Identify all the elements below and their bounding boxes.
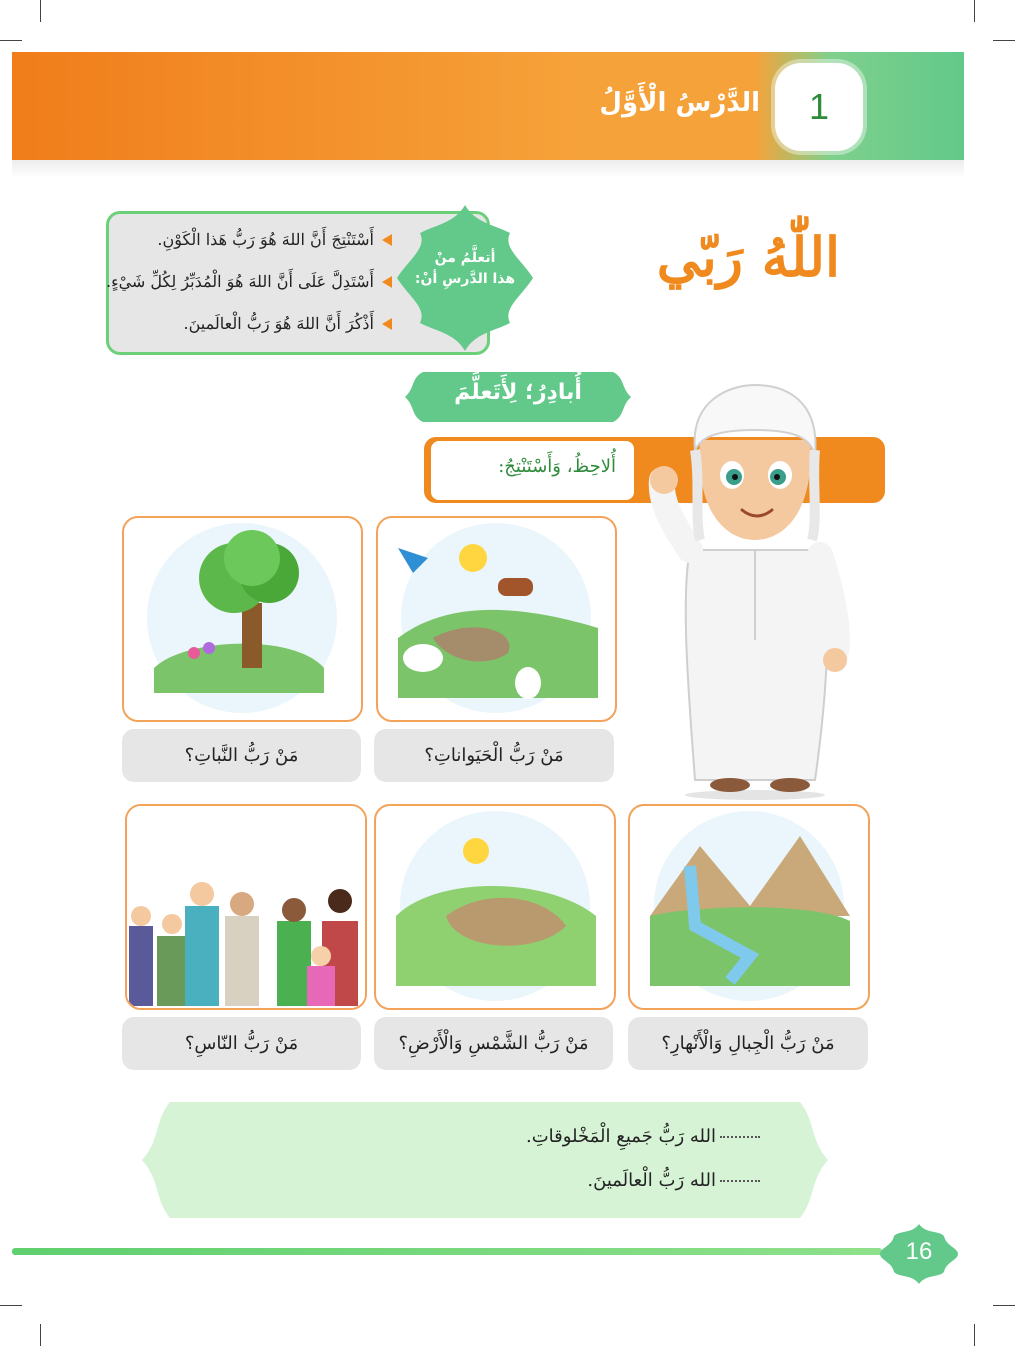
crop-mark [40, 0, 41, 22]
conclusion-line-1 [526, 1126, 760, 1147]
sun-earth-scene-image [376, 806, 614, 1008]
question-animals: مَنْ رَبُّ الْحَيَواناتِ؟ [374, 729, 614, 782]
conclusion-text: رَبُّ الْعالَمينَ. [587, 1170, 685, 1191]
question-people: مَنْ رَبُّ النّاسِ؟ [122, 1017, 361, 1070]
objectives-badge-text [400, 248, 530, 290]
crop-mark [993, 40, 1015, 41]
hurry-to-learn-label: أُبادِرُ؛ لِأَتَعلَّمَ [454, 380, 582, 405]
crop-mark [974, 1324, 975, 1346]
sun-earth-picture-card [374, 804, 616, 1010]
bullet-triangle-icon [382, 234, 392, 246]
footer-line [12, 1248, 882, 1255]
conclusion-line-2 [587, 1170, 760, 1191]
objective-item [184, 314, 392, 333]
crop-mark [993, 1305, 1015, 1306]
fill-dots [720, 1180, 760, 1182]
page-title: اللّٰهُ رَبّي [656, 225, 840, 289]
lesson-number-badge [775, 63, 863, 151]
plants-scene-image [124, 518, 361, 720]
lesson-title: الدَّرْسُ الْأَوَّلُ [599, 88, 760, 118]
crop-mark [0, 1305, 22, 1306]
people-picture-card [125, 804, 367, 1010]
question-sun-earth: مَنْ رَبُّ الشَّمْسِ وَالْأَرْضِ؟ [374, 1017, 613, 1070]
objective-text: أَسْتَدِلَّ عَلَى أَنَّ اللهَ هُوَ الْمُدَبِّرُ لِكُلِّ شَيْءٍ. [105, 272, 374, 291]
fill-answer: الله [689, 1170, 716, 1191]
objective-text: أَسْتَنْتِجَ أَنَّ اللهَ هُوَ رَبُّ هَذا الْكَوْنِ. [157, 230, 374, 249]
crop-mark [974, 0, 975, 22]
question-plants: مَنْ رَبُّ النَّباتِ؟ [122, 729, 361, 782]
objective-item [157, 230, 392, 249]
objective-item [106, 272, 392, 291]
mountains-picture-card [628, 804, 870, 1010]
crop-mark [0, 40, 22, 41]
question-mountains-rivers: مَنْ رَبُّ الْجِبالِ وَالْأَنْهارِ؟ [628, 1017, 868, 1070]
animals-picture-card [376, 516, 617, 722]
badge-line: هذا الدَّرسِ أنْ: [414, 271, 516, 287]
fill-answer: الله [689, 1126, 716, 1147]
objective-text: أَذْكُرَ أَنَّ اللهَ هُوَ رَبُّ الْعالَمينَ. [183, 314, 374, 333]
boy-illustration [640, 380, 870, 800]
conclusion-text: رَبُّ جَميعِ الْمَخْلوقاتِ. [526, 1126, 685, 1147]
lesson-number: 1 [808, 86, 830, 127]
plants-picture-card [122, 516, 363, 722]
header-shadow [12, 160, 964, 178]
conclusion-box-shape [140, 1100, 830, 1220]
mountains-scene-image [630, 806, 868, 1008]
crop-mark [40, 1324, 41, 1346]
badge-line: أتعلَّمُ منْ [434, 250, 496, 266]
page-number: 16 [905, 1238, 933, 1265]
bullet-triangle-icon [382, 318, 392, 330]
observe-label: أُلاحِظُ، وَأَسْتَنْتِجُ: [498, 456, 616, 477]
fill-dots [720, 1136, 760, 1138]
animals-scene-image [378, 518, 615, 720]
people-group-image [127, 806, 365, 1008]
bullet-triangle-icon [382, 276, 392, 288]
